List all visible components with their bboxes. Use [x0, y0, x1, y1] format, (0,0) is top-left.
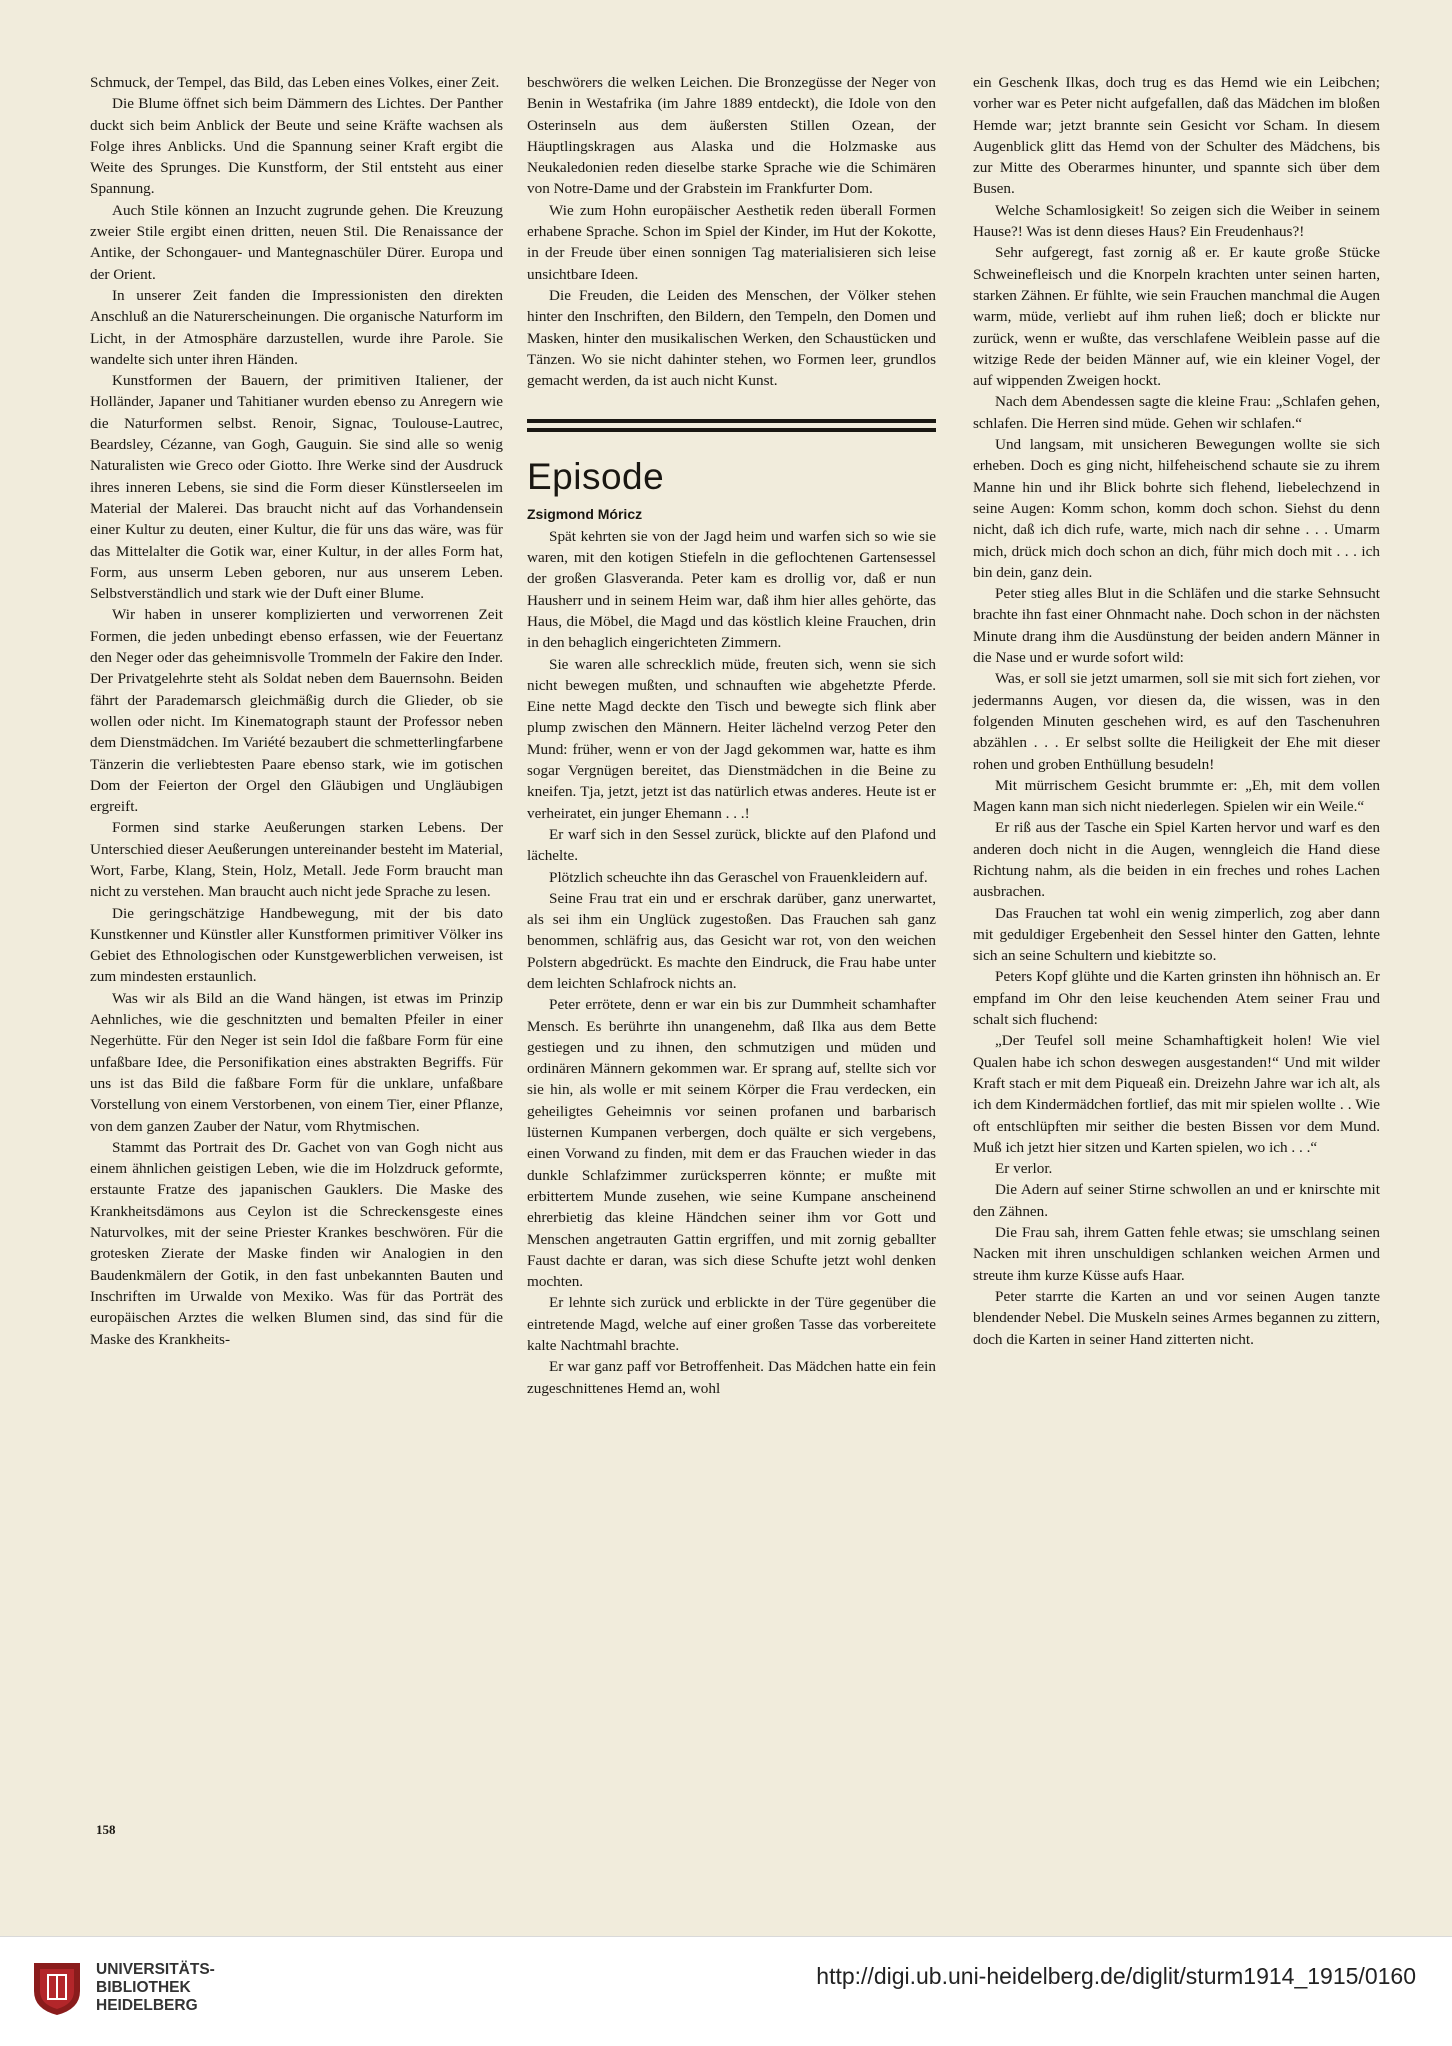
story-author: Zsigmond Móricz [527, 506, 643, 523]
paragraph: Stammt das Portrait des Dr. Gachet von van Gogh nicht aus einem ähnlichen geistigen Leben, wie die im Holzdruck geformte, erstaunte Fratze des japanischen Gauklers. Die Maske des Krankheitsdämons aus Ceylon ist die Schreckensgeste eines Naturvolkes, mit der seine Priester Krankes beschwören. Für die grotesken Zierate der Maske finden wir Analogien in den Baudenkmälern der Gotik, in den fast unbekannten Bauten und Inschriften im Urwalde von Mexiko. Was für das Porträt des europäischen Arztes die welken Blumen sind, das sind für die Maske des Krankheits- [90, 1138, 503, 1348]
library-name-line: UNIVERSITÄTS- [96, 1961, 215, 1978]
paragraph: Peters Kopf glühte und die Karten grinsten ihn höhnisch an. Er empfand im Ohr den leise keuchenden Atem seiner Frau und schalt sich fluchend: [973, 968, 1380, 1029]
library-name-line: BIBLIOTHEK [96, 1979, 191, 1996]
paragraph: Kunstformen der Bauern, der primitiven Italiener, der Holländer, Japaner und Tahitianer wurden ebenso zu Anregern wie die Naturformen selbst. Renoir, Signac, Toulouse-Lautrec, Beardsley, Cézanne, van Gogh, Gauguin. Sie sind alle so wenig Naturalisten wie Greco oder Giotto. Ihre Werke sind der Ausdruck ihres inneren Lebens, sie sind die Form dieser Künstlerseelen im Material der Malerei. Das braucht nicht auf das Vorhandensein einer Kultur zu deuten, einer Kultur, die für uns das wäre, was für das Mittelalter die Gotik war, einer Kultur, in der alles Form hat, Form, aus unserm Leben geboren, nur aus unserem Leben. Selbstverständlich und stark wie der Duft einer Blume. [90, 372, 503, 603]
text-column-left [90, 72, 503, 1350]
library-name [96, 1961, 215, 2015]
paragraph: Die Adern auf seiner Stirne schwollen an und er knirschte mit den Zähnen. [973, 1181, 1380, 1220]
digitization-footer [0, 1936, 1452, 2046]
divider-rule [527, 419, 936, 423]
paragraph: Das Frauchen tat wohl ein wenig zimperlich, zog aber dann mit geduldiger Ergebenheit den Sessel hinter den Gatten, lehnte sich an seine Schultern und kiebitzte so. [973, 904, 1380, 965]
paragraph: Die geringschätzige Handbewegung, mit der bis dato Kunstkenner und Künstler aller Kunstformen primitiver Völker ins Gebiet des Ethnologischen oder Kunstgewerblichen verweisen, ist zum mindesten erstaunlich. [90, 904, 503, 986]
divider-rule [527, 428, 936, 432]
paragraph: Peter stieg alles Blut in die Schläfen und die starke Sehnsucht brachte ihn fast einer Ohnmacht nahe. Doch schon in der nächsten Minute drang ihm die Ausdünstung der beiden andern Männer in die Nase und er wurde sofort wild: [973, 585, 1380, 667]
paragraph: Er lehnte sich zurück und erblickte in der Türe gegenüber die eintretende Magd, welche auf einer großen Tasse das vorbereitete kalte Nachtmahl brachte. [527, 1294, 936, 1355]
paragraph: Sehr aufgeregt, fast zornig aß er. Er kaute große Stücke Schweinefleisch und die Knorpeln krachten unter seinen harten, starken Zähnen. Er fühlte, wie sein Frauchen manchmal die Augen warm, müde, verliebt auf ihm ruhen ließ; doch er blickte nur zurück, wenn er wußte, das verschlafene Weiblein passe auf die witzige Rede der beiden Männer auf, wie ein kleiner Vogel, der auf wippenden Zweigen hockt. [973, 244, 1380, 390]
paragraph: In unserer Zeit fanden die Impressionisten den direkten Anschluß an die Naturerscheinungen. Die organische Naturform im Licht, in der Atmosphäre darzustellen, wurde ihre Parole. Sie wandelte sich unter ihren Händen. [90, 286, 503, 368]
paragraph: Er warf sich in den Sessel zurück, blickte auf den Plafond und lächelte. [527, 825, 936, 865]
paragraph: Welche Schamlosigkeit! So zeigen sich die Weiber in seinem Hause?! Was ist denn dieses Haus? Ein Freudenhaus?! [973, 201, 1380, 241]
paragraph: Was, er soll sie jetzt umarmen, soll sie mit sich fort ziehen, vor jedermanns Augen, vor diesen da, die wissen, was in den folgenden Minuten geschehen wird, es auf den Taschenuhren abzählen . . . Er selbst sollte die Heiligkeit der Ehe mit dieser rohen und groben Enthüllung besudeln! [973, 670, 1380, 773]
paragraph: Seine Frau trat ein und er erschrak darüber, ganz unerwartet, als sei ihm ein Unglück zugestoßen. Das Frauchen sah ganz benommen, schläfrig aus, das Gesicht war rot, von den weichen Polstern abgedrückt. Es machte den Eindruck, die Frau habe unter dem leichten Schlafrock nichts an. [527, 889, 936, 992]
text-column-middle [527, 72, 936, 1399]
paragraph: Wir haben in unserer komplizierten und verworrenen Zeit Formen, die jeden unbedingt ebenso erfassen, wie der Feuertanz den Neger oder das geheimnisvolle Trommeln der Fakire den Inder. Der Privatgelehrte steht als Soldat neben dem Bauernsohn. Beiden fährt der Parademarsch gleichmäßig durch die Glieder, ob sie wollen oder nicht. Im Kinematograph staunt der Professor neben dem Dienstmädchen. Im Variété bezaubert die schmetterlingfarbene Tänzerin die verliebtesten Paare ebenso stark, wie im gotischen Dom der Feierton der Orgel den Gläubigen und Ungläubigen ergreift. [90, 606, 503, 816]
library-logo[interactable] [30, 1959, 215, 2017]
paragraph: Die Blume öffnet sich beim Dämmern des Lichtes. Der Panther duckt sich beim Anblick der Beute und seine Kräfte wachsen als Folge ihres Anblicks. Und die Spannung seiner Kraft ergibt die Weite des Sprunges. Die Kunstform, der Stil entsteht aus einer Spannung. [90, 95, 503, 198]
paragraph: Er riß aus der Tasche ein Spiel Karten hervor und warf es den anderen doch nicht in die Augen, wenngleich die Hand diese Richtung nahm, als die beiden in ein freches und rohes Lachen ausbrachen. [973, 819, 1380, 901]
paragraph: Nach dem Abendessen sagte die kleine Frau: „Schlafen gehen, schlafen. Die Herren sind müde. Gehen wir schlafen.“ [973, 393, 1380, 432]
paragraph: Die Frau sah, ihrem Gatten fehle etwas; sie umschlang seinen Nacken mit ihren unschuldigen schlanken weichen Armen und streute ihm kurze Küsse aufs Haar. [973, 1224, 1380, 1284]
source-url-link[interactable]: http://digi.ub.uni-heidelberg.de/diglit/sturm1914_1915/0160 [816, 1963, 1416, 1989]
text-column-right [973, 72, 1380, 1350]
paragraph: Wie zum Hohn europäischer Aesthetik reden überall Formen erhabene Sprache. Schon im Spiel der Kinder, im Hut der Kokotte, in der Freude über einen sonnigen Tag materialisieren sich leise unsichtbare Ideen. [527, 201, 936, 283]
paragraph: Formen sind starke Aeußerungen starken Lebens. Der Unterschied dieser Aeußerungen untereinander besteht im Material, Wort, Farbe, Klang, Stein, Holz, Metall. Jede Form braucht man nicht zu verstehen. Man braucht auch nicht jede Sprache zu lesen. [90, 819, 503, 901]
paragraph: Und langsam, mit unsicheren Bewegungen wollte sie sich erheben. Doch es ging nicht, hilfeheischend schaute sie zu ihrem Manne hin und ihr Blick bohrte sich flehend, liebelechzend in seine Augen: Komm schon, komm doch schon. Siehst du denn nicht, daß ich dich rufe, warte, mich nach dir sehne . . . Umarm mich, drück mich doch schon an dich, führ mich doch mit . . . ich bin dein, ganz dein. [973, 436, 1380, 581]
paragraph: Er war ganz paff vor Betroffenheit. Das Mädchen hatte ein fein zugeschnittenes Hemd an, wohl [527, 1358, 936, 1397]
paragraph: Spät kehrten sie von der Jagd heim und warfen sich so wie sie waren, mit den kotigen Stiefeln in die geflochtenen Gartensessel der großen Glasveranda. Peter kam es drollig vor, daß er nun Hausherr und in seinem Heim war, daß ihm hier alles gehörte, das Haus, die Möbel, die Magd und das köstlich kleine Frauchen, drin in den behaglich eingerichteten Zimmern. [527, 527, 936, 652]
paragraph: Mit mürrischem Gesicht brummte er: „Eh, mit dem vollen Magen kann man sich nicht niederlegen. Spielen wir ein Weile.“ [973, 776, 1380, 816]
paragraph: Sie waren alle schrecklich müde, freuten sich, wenn sie sich nicht bewegen mußten, und schnauften wie abgehetzte Pferde. Eine nette Magd deckte den Tisch und bewegte sich flink aber plump zwischen den Männern. Heiter lächelnd verzog Peter den Mund: früher, wenn er von der Jagd gekommen war, hatte es ihm sogar Vergnügen bereitet, das Dienstmädchen in die Beine zu kneifen. Tja, jetzt, jetzt ist das natürlich etwas anderes. Heute ist er verheiratet, ein junger Ehemann . . .! [527, 655, 936, 822]
paragraph: Er verlor. [995, 1160, 1053, 1178]
library-seal-icon [30, 1959, 84, 2017]
paragraph: Plötzlich scheuchte ihn das Geraschel von Frauenkleidern auf. [549, 868, 928, 886]
paragraph: ein Geschenk Ilkas, doch trug es das Hemd wie ein Leibchen; vorher war es Peter nicht aufgefallen, daß das Mädchen im bloßen Hemde war; jetzt brannte sein Gesicht vor Scham. In diesem Augenblick glitt das Hemd von der Schulter des Mädchens, bis zur Mitte des Oberarmes hinunter, und spannte sich über dem Busen. [973, 74, 1380, 198]
story-title: Episode [527, 456, 665, 498]
section-divider [527, 419, 936, 432]
paragraph: Was wir als Bild an die Wand hängen, ist etwas im Prinzip Aehnliches, wie die geschnitzten und bemalten Pfeiler in einer Negerhütte. Für den Neger ist sein Idol die faßbare Form für eine unfaßbare Idee, die Personifikation eines abstrakten Begriffs. Für uns ist das Bild die faßbare Form für die unklare, unfaßbare Vorstellung von einem Verstorbenen, von einem Tier, einer Pflanze, von dem ganzen Zauber der Natur, vom Rhytmischen. [90, 989, 503, 1135]
paragraph: Die Freuden, die Leiden des Menschen, der Völker stehen hinter den Inschriften, den Bildern, den Tempeln, den Domen und Masken, hinter den musikalischen Werken, den Schaustücken und Tänzen. Wo sie nicht dahinter stehen, wo Formen leer, grundlos gemacht werden, da ist auch nicht Kunst. [527, 286, 936, 390]
paragraph: „Der Teufel soll meine Schamhaftigkeit holen! Wie viel Qualen habe ich schon deswegen ausgestanden!“ Und mit wilder Kraft stach er mit dem Piqueaß ein. Dreizehn Jahre war ich alt, als ich dem Kindermädchen fortlief, das mit mir spielen wollte . . Wie oft entschlüpften mir seither die besten Bissen vor dem Mund. Muß ich jetzt hier sitzen und Karten spielen, wo ich . . .“ [973, 1032, 1380, 1156]
paragraph: beschwörers die welken Leichen. Die Bronzegüsse der Neger von Benin in Westafrika (im Jahre 1889 entdeckt), die Idole von den Osterinseln aus dem äußersten Stillen Ozean, der Häuptlingskragen aus Alaska und die Holzmaske aus Neukaledonien reden dieselbe starke Sprache wie die Schimären von Notre-Dame und der Grabstein im Frankfurter Dom. [527, 74, 936, 198]
paragraph: Peter errötete, denn er war ein bis zur Dummheit schamhafter Mensch. Es berührte ihn unangenehm, daß Ilka aus dem Bette gestiegen und zu ihnen, den schmutzigen und müden und ordinären Männern gekommen war. Er sprang auf, stellte sich vor sie hin, als wolle er mit seinem Körper die Frau verdecken, ein geheiligtes Geheimnis vor seinen profanen und barbarisch lüsternen Kumpanen verbergen, doch quälte er sich vergebens, einen Vorwand zu finden, mit dem er das Frauchen wieder in das dunkle Schlafzimmer zurücksperren könnte; er mußte mit erbittertem Munde zusehen, wie seine Kumpane anscheinend ehrerbietig das kleine Händchen seiner ihm vor Gott und Menschen angetrauten Gattin ergriffen, und mit zornig geballter Faust dachte er daran, was sich diese Schufte jetzt wohl denken mochten. [527, 996, 936, 1291]
paragraph: Schmuck, der Tempel, das Bild, das Leben eines Volkes, einer Zeit. [90, 74, 500, 91]
paragraph: Peter starrte die Karten an und vor seinen Augen tanzte blendender Nebel. Die Muskeln seines Armes begannen zu zittern, doch die Karten in seiner Hand zitterten nicht. [973, 1287, 1380, 1348]
library-name-line: HEIDELBERG [96, 1997, 198, 2014]
page-number: 158 [96, 1822, 116, 1837]
paragraph: Auch Stile können an Inzucht zugrunde gehen. Die Kreuzung zweier Stile ergibt einen dritten, neuen Stil. Die Renaissance der Antike, der Schongauer- und Mantegnaschüler Dürer. Europa und der Orient. [90, 201, 503, 283]
